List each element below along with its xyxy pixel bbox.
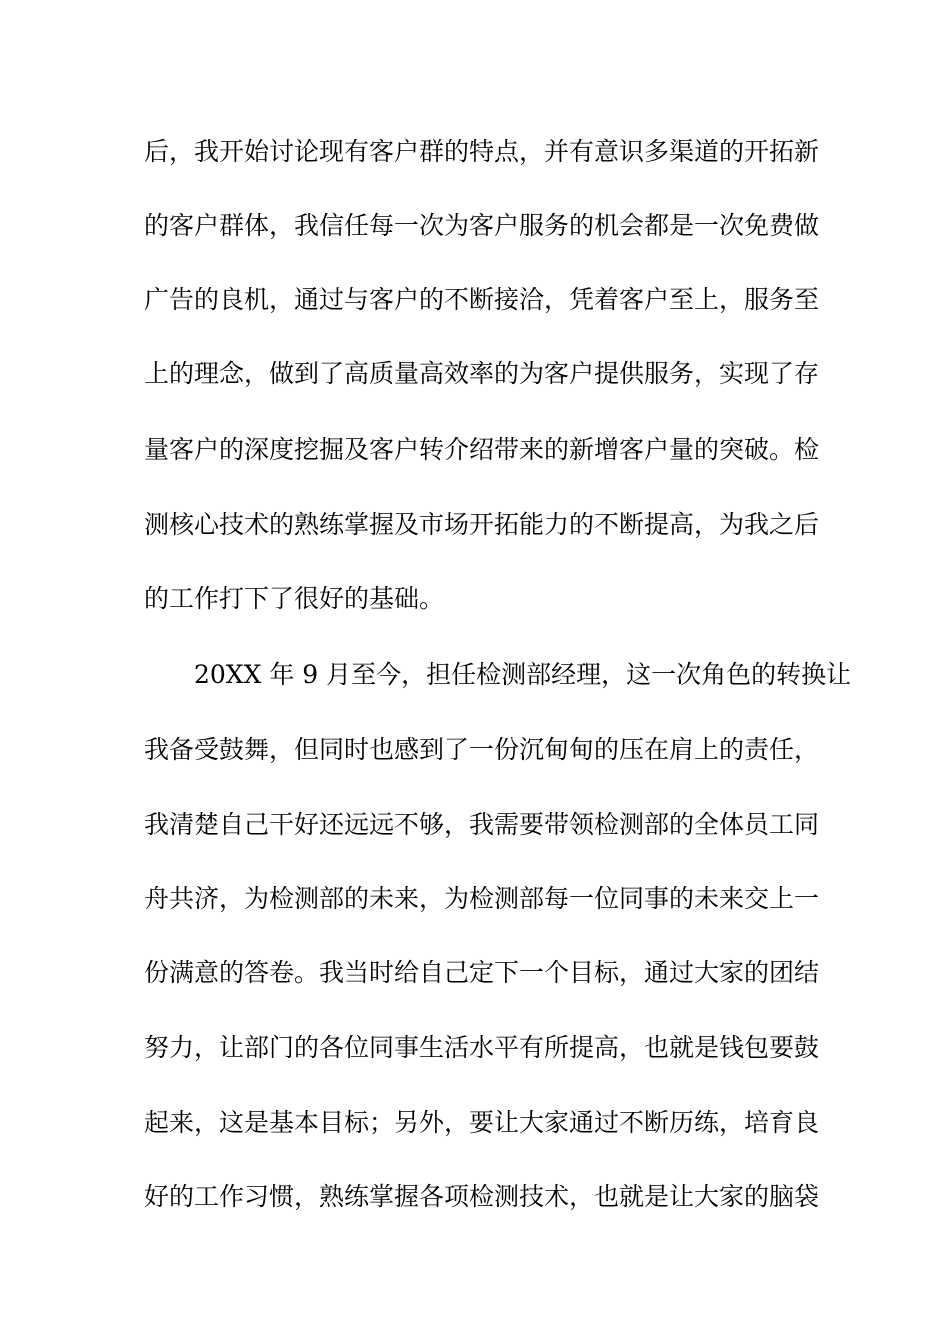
paragraph-1-line-3: 广告的良机，通过与客户的不断接洽，凭着客户至上，服务至 (144, 285, 820, 314)
paragraph-2-line-4: 舟共济，为检测部的未来，为检测部每一位同事的未来交上一 (144, 884, 820, 913)
paragraph-2-line-2: 我备受鼓舞，但同时也感到了一份沉甸甸的压在肩上的责任， (144, 735, 820, 764)
paragraph-2-line-1: 20XX 年 9 月至今，担任检测部经理，这一次角色的转换让 (194, 660, 852, 689)
paragraph-2-line-5: 份满意的答卷。我当时给自己定下一个目标，通过大家的团结 (144, 958, 820, 987)
paragraph-2-line-3: 我清楚自己干好还远远不够，我需要带领检测部的全体员工同 (144, 810, 820, 839)
paragraph-1-line-7: 的工作打下了很好的基础。 (144, 584, 445, 613)
paragraph-2-line-8: 好的工作习惯，熟练掌握各项检测技术，也就是让大家的脑袋 (144, 1182, 820, 1211)
paragraph-2-line-7: 起来，这是基本目标；另外，要让大家通过不断历练，培育良 (144, 1108, 820, 1137)
paragraph-1-line-6: 测核心技术的熟练掌握及市场开拓能力的不断提高，为我之后 (144, 510, 820, 539)
paragraph-1-line-4: 上的理念，做到了高质量高效率的为客户提供服务，实现了存 (144, 359, 820, 388)
paragraph-1-line-1: 后，我开始讨论现有客户群的特点，并有意识多渠道的开拓新 (144, 137, 820, 166)
paragraph-1-line-2: 的客户群体，我信任每一次为客户服务的机会都是一次免费做 (144, 211, 820, 240)
paragraph-1-line-5: 量客户的深度挖掘及客户转介绍带来的新增客户量的突破。检 (144, 435, 820, 464)
paragraph-2-line-6: 努力，让部门的各位同事生活水平有所提高，也就是钱包要鼓 (144, 1033, 820, 1062)
